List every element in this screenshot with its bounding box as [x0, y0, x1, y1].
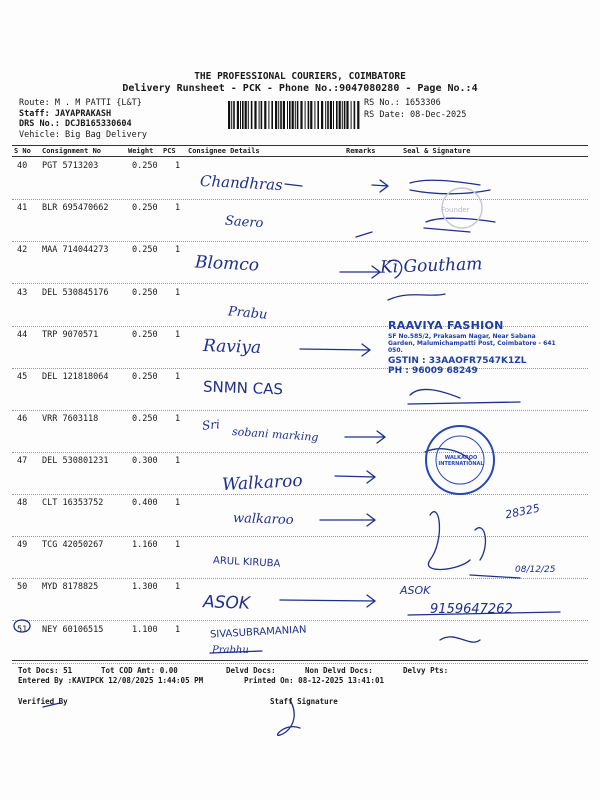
row-consignment-no: NEY 60106515 — [42, 625, 104, 635]
stamp-smudge: Founder — [441, 206, 470, 214]
row-consignment-no: DEL 121818064 — [42, 372, 109, 382]
row-consignment-no: PGT 5713203 — [42, 161, 99, 171]
drs-line: DRS No.: DCJB165330604 — [19, 119, 132, 129]
row-weight: 1.300 — [132, 582, 158, 592]
col-consignment-header: Consignment No — [42, 147, 102, 155]
row-pcs: 1 — [175, 498, 181, 508]
route-line: Route: M . M PATTI {L&T} — [19, 98, 142, 108]
row-consignment-no: MYD 8178825 — [42, 582, 99, 592]
row-pcs: 1 — [175, 161, 181, 171]
row-weight: 0.250 — [132, 203, 158, 213]
non-delivered-docs: Non Delvd Docs: — [305, 666, 373, 675]
row-weight: 0.250 — [132, 330, 158, 340]
rs-number: RS No.: 1653306 — [364, 98, 441, 108]
sig-row-48-number: 28325 — [504, 501, 541, 522]
hw-row-44: Raviya — [202, 335, 262, 359]
row-pcs: 1 — [175, 414, 181, 424]
hw-row-50: ASOK — [202, 592, 251, 614]
row-pcs: 1 — [175, 288, 181, 298]
row-sno: 49 — [17, 540, 28, 550]
vehicle-line: Vehicle: Big Bag Delivery — [19, 129, 147, 140]
stamp-company-name: RAAVIYA FASHION — [388, 319, 504, 332]
rs-date: RS Date: 08-Dec-2025 — [364, 109, 467, 120]
col-remarks-header: Remarks — [346, 147, 376, 155]
row-consignment-no: MAA 714044273 — [42, 245, 109, 255]
row-weight: 1.100 — [132, 625, 158, 635]
sig-row-42: Ki Goutham — [379, 254, 483, 278]
row-weight: 0.250 — [132, 414, 158, 424]
company-title: THE PROFESSIONAL COURIERS, COIMBATORE — [194, 71, 406, 82]
row-sno: 46 — [17, 414, 28, 424]
row-weight: 1.160 — [132, 540, 158, 550]
row-pcs: 1 — [175, 625, 181, 635]
row-consignment-no: CLT 16353752 — [42, 498, 104, 508]
row-pcs: 1 — [175, 372, 181, 382]
row-weight: 0.250 — [132, 372, 158, 382]
hw-row-51-b: Prabhu — [212, 645, 249, 656]
row-sno: 43 — [17, 288, 28, 298]
runsheet-subtitle: Delivery Runsheet - PCK - Phone No.:9047080280 - Page No.:4 — [122, 83, 478, 94]
col-seal-header: Seal & Signature — [403, 147, 471, 155]
hw-row-41: Saero — [224, 213, 264, 232]
delivery-points: Delvy Pts: — [403, 666, 449, 675]
row-sno: 41 — [17, 203, 28, 213]
row-pcs: 1 — [175, 203, 181, 213]
total-docs: Tot Docs: 51 — [18, 666, 73, 675]
total-cod-amount: Tot COD Amt: 0.00 — [101, 666, 178, 675]
row-weight: 0.400 — [132, 498, 158, 508]
stamp-address: SF No.585/2, Prakasam Nagar, Near Sabana Garden, Malumichampatti Post, Coimbatore - 641 050. — [388, 333, 556, 354]
row-consignment-no: TRP 9070571 — [42, 330, 99, 340]
hw-row-46-a: Sri — [201, 417, 221, 433]
row-weight: 0.250 — [132, 245, 158, 255]
row-consignment-no: VRR 7603118 — [42, 414, 99, 424]
col-weight-header: Weight — [128, 147, 154, 155]
row-pcs: 1 — [175, 330, 181, 340]
row-weight: 0.250 — [132, 161, 158, 171]
row-pcs: 1 — [175, 456, 181, 466]
row-pcs: 1 — [175, 245, 181, 255]
row-pcs: 1 — [175, 582, 181, 592]
raaviya-fashion-stamp — [388, 319, 556, 376]
staff-signature: Staff Signature — [270, 697, 338, 706]
hw-row-42: Blomco — [194, 252, 260, 276]
sig-row-50-number: 9159647262 — [430, 602, 513, 617]
row-sno: 42 — [17, 245, 28, 255]
row-sno: 47 — [17, 456, 28, 466]
hw-row-40: Chandhras — [199, 171, 284, 195]
row-sno: 51 — [17, 625, 28, 635]
printed-on: Printed On: 08-12-2025 13:41:01 — [244, 676, 384, 685]
row-consignment-no: BLR 695470662 — [42, 203, 109, 213]
col-consignee-header: Consignee Details — [188, 147, 260, 155]
hw-row-47: Walkaroo — [221, 470, 304, 496]
hw-row-48: walkaroo — [232, 510, 294, 529]
row-sno: 45 — [17, 372, 28, 382]
sig-row-49-date: 08/12/25 — [515, 565, 556, 575]
row-consignment-no: DEL 530845176 — [42, 288, 109, 298]
row-sno: 44 — [17, 330, 28, 340]
hw-row-43: Prabu — [227, 304, 268, 323]
verified-by: Verified By — [18, 697, 68, 706]
col-sno-header: S No — [14, 147, 31, 155]
round-stamp-text: WALKAROO INTERNATIONAL — [438, 455, 484, 467]
hw-row-45: SNMN CAS — [202, 377, 284, 399]
row-sno: 40 — [17, 161, 28, 171]
row-pcs: 1 — [175, 540, 181, 550]
row-consignment-no: TCG 42050267 — [42, 540, 104, 550]
delivered-docs: Delvd Docs: — [226, 666, 276, 675]
row-weight: 0.250 — [132, 288, 158, 298]
hw-row-49: ARUL KIRUBA — [212, 555, 281, 570]
row-sno: 48 — [17, 498, 28, 508]
hw-row-51: SIVASUBRAMANIAN — [209, 624, 307, 641]
stamp-gstin: GSTIN : 33AAOFR7547K1ZL — [388, 356, 527, 366]
col-pcs-header: PCS — [163, 147, 176, 155]
row-consignment-no: DEL 530801231 — [42, 456, 109, 466]
staff-line: Staff: JAYAPRAKASH — [19, 108, 112, 119]
hw-row-46-b: sobani marking — [231, 424, 319, 445]
sig-row-50: ASOK — [400, 584, 431, 597]
row-weight: 0.300 — [132, 456, 158, 466]
stamp-phone: PH : 96009 68249 — [388, 366, 478, 376]
row-sno: 50 — [17, 582, 28, 592]
entered-by: Entered By :KAVIPCK 12/08/2025 1:44:05 PM — [18, 676, 204, 685]
